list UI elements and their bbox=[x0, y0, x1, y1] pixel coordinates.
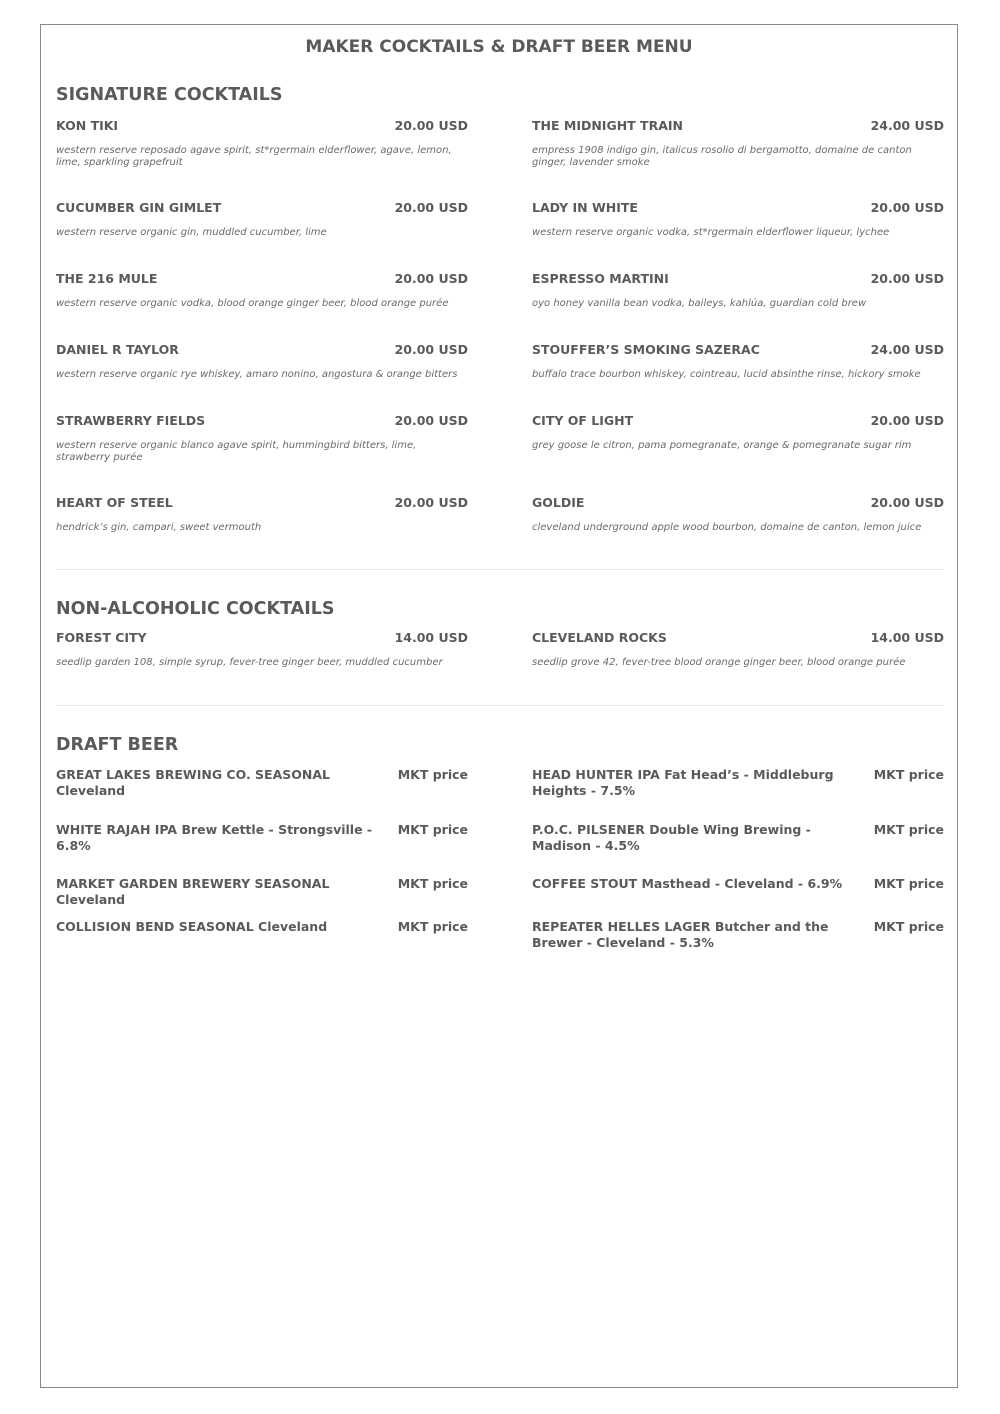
menu-item bbox=[532, 495, 944, 566]
item-name: HEAD HUNTER IPA Fat Head’s - Middleburg Heights - 7.5% bbox=[532, 767, 834, 798]
item-name: CITY OF LIGHT bbox=[532, 413, 634, 428]
item-description: seedlip grove 42, fever-tree blood orange ginger beer, blood orange purée bbox=[532, 657, 906, 668]
item-price: MKT price bbox=[397, 767, 468, 782]
menu-item bbox=[56, 342, 468, 413]
item-name: ESPRESSO MARTINI bbox=[532, 271, 669, 286]
menu-item bbox=[532, 413, 944, 495]
item-description: empress 1908 indigo gin, italicus rosolio di bergamotto, domaine de canton ginger, lavender smoke bbox=[532, 145, 912, 168]
item-name: CLEVELAND ROCKS bbox=[532, 630, 667, 645]
menu-item bbox=[532, 342, 944, 413]
menu-item bbox=[56, 271, 468, 342]
item-price: 20.00 USD bbox=[394, 200, 468, 215]
item-description: western reserve organic blanco agave spirit, hummingbird bitters, lime, strawberry purée bbox=[56, 440, 417, 463]
menu-item bbox=[532, 200, 944, 271]
item-price: 20.00 USD bbox=[394, 342, 468, 357]
non-alcoholic-section bbox=[56, 597, 944, 669]
item-name: GOLDIE bbox=[532, 495, 585, 510]
item-description: grey goose le citron, pama pomegranate, orange & pomegranate sugar rim bbox=[532, 440, 912, 451]
section-title-signature: SIGNATURE COCKTAILS bbox=[56, 85, 283, 105]
item-name: P.O.C. PILSENER Double Wing Brewing - Madison - 4.5% bbox=[532, 822, 811, 853]
item-price: 20.00 USD bbox=[870, 200, 944, 215]
item-name: GREAT LAKES BREWING CO. SEASONAL Cleveland bbox=[56, 767, 330, 798]
menu-item bbox=[56, 822, 468, 876]
menu-item bbox=[56, 413, 468, 495]
item-description: western reserve organic vodka, blood orange ginger beer, blood orange purée bbox=[56, 298, 449, 309]
item-name: LADY IN WHITE bbox=[532, 200, 638, 215]
item-name: MARKET GARDEN BREWERY SEASONAL Cleveland bbox=[56, 876, 330, 907]
item-name: CUCUMBER GIN GIMLET bbox=[56, 200, 222, 215]
menu-page bbox=[40, 24, 958, 1388]
item-price: MKT price bbox=[873, 767, 944, 782]
item-price: 20.00 USD bbox=[394, 118, 468, 133]
item-description: cleveland underground apple wood bourbon, domaine de canton, lemon juice bbox=[532, 522, 922, 533]
item-name: FOREST CITY bbox=[56, 630, 147, 645]
item-description: buffalo trace bourbon whiskey, cointreau, lucid absinthe rinse, hickory smoke bbox=[532, 369, 921, 380]
item-name: STRAWBERRY FIELDS bbox=[56, 413, 206, 428]
page-title: MAKER COCKTAILS & DRAFT BEER MENU bbox=[305, 37, 693, 57]
menu-item bbox=[532, 876, 944, 919]
section-title-non-alcoholic: NON-ALCOHOLIC COCKTAILS bbox=[56, 599, 335, 619]
menu-item bbox=[532, 822, 944, 876]
item-description: western reserve reposado agave spirit, st*rgermain elderflower, agave, lemon, lime, sparkling grapefruit bbox=[56, 145, 452, 168]
draft-beer-list bbox=[56, 767, 944, 951]
item-price: 20.00 USD bbox=[394, 495, 468, 510]
item-name: THE MIDNIGHT TRAIN bbox=[532, 118, 683, 133]
item-price: MKT price bbox=[397, 822, 468, 837]
item-price: 14.00 USD bbox=[394, 630, 468, 645]
menu-item bbox=[532, 118, 944, 200]
item-price: 20.00 USD bbox=[870, 271, 944, 286]
item-price: 20.00 USD bbox=[394, 413, 468, 428]
item-name: HEART OF STEEL bbox=[56, 495, 173, 510]
menu-item bbox=[56, 876, 468, 919]
item-description: oyo honey vanilla bean vodka, baileys, kahlúa, guardian cold brew bbox=[532, 298, 867, 309]
menu-item bbox=[56, 919, 468, 951]
section-title-draft-beer: DRAFT BEER bbox=[56, 735, 179, 755]
item-price: 20.00 USD bbox=[870, 495, 944, 510]
draft-beer-section bbox=[56, 733, 944, 951]
item-price: 24.00 USD bbox=[870, 342, 944, 357]
item-price: 14.00 USD bbox=[870, 630, 944, 645]
item-name: REPEATER HELLES LAGER Butcher and the Brewer - Cleveland - 5.3% bbox=[532, 919, 829, 950]
menu-item bbox=[56, 630, 468, 669]
item-price: MKT price bbox=[873, 822, 944, 837]
item-name: COLLISION BEND SEASONAL Cleveland bbox=[56, 919, 328, 934]
item-name: STOUFFER’S SMOKING SAZERAC bbox=[532, 342, 760, 357]
signature-section bbox=[56, 83, 944, 566]
menu-item bbox=[532, 630, 944, 669]
section-divider bbox=[56, 569, 944, 570]
item-price: 20.00 USD bbox=[394, 271, 468, 286]
menu-item bbox=[56, 767, 468, 822]
item-description: western reserve organic vodka, st*rgermain elderflower liqueur, lychee bbox=[532, 227, 890, 238]
item-name: DANIEL R TAYLOR bbox=[56, 342, 179, 357]
signature-list bbox=[56, 118, 944, 566]
item-description: western reserve organic gin, muddled cucumber, lime bbox=[56, 227, 327, 238]
menu-item bbox=[56, 495, 468, 566]
item-price: 20.00 USD bbox=[870, 413, 944, 428]
menu-item bbox=[56, 118, 468, 200]
item-name: KON TIKI bbox=[56, 118, 119, 133]
item-price: MKT price bbox=[397, 876, 468, 891]
item-description: western reserve organic rye whiskey, amaro nonino, angostura & orange bitters bbox=[56, 369, 458, 380]
item-name: WHITE RAJAH IPA Brew Kettle - Strongsville - 6.8% bbox=[56, 822, 373, 853]
item-price: MKT price bbox=[873, 876, 944, 891]
item-price: 24.00 USD bbox=[870, 118, 944, 133]
menu-item bbox=[532, 271, 944, 342]
item-description: hendrick’s gin, campari, sweet vermouth bbox=[56, 522, 262, 533]
item-name: COFFEE STOUT Masthead - Cleveland - 6.9% bbox=[532, 876, 843, 891]
item-description: seedlip garden 108, simple syrup, fever-tree ginger beer, muddled cucumber bbox=[56, 657, 443, 668]
non-alcoholic-list bbox=[56, 630, 944, 669]
item-name: THE 216 MULE bbox=[56, 271, 158, 286]
item-price: MKT price bbox=[873, 919, 944, 934]
menu-item bbox=[56, 200, 468, 271]
item-price: MKT price bbox=[397, 919, 468, 934]
menu-item bbox=[532, 919, 944, 951]
section-divider bbox=[56, 705, 944, 706]
menu-item bbox=[532, 767, 944, 822]
